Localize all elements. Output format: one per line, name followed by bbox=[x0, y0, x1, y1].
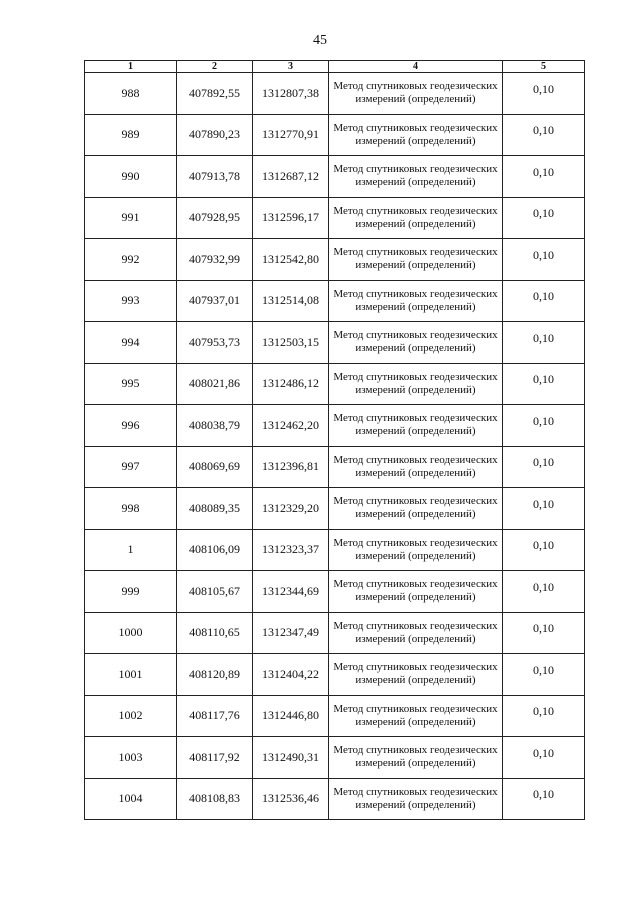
table-row bbox=[85, 280, 585, 322]
accuracy-value: 0,10 bbox=[533, 579, 554, 594]
header-row bbox=[85, 61, 585, 73]
accuracy-value: 0,10 bbox=[533, 621, 554, 636]
point-number-cell: 995 bbox=[85, 363, 177, 405]
table-row bbox=[85, 114, 585, 156]
y-coordinate-cell: 1312687,12 bbox=[253, 156, 329, 198]
x-coordinate-cell: 407953,73 bbox=[177, 322, 253, 364]
table-row bbox=[85, 737, 585, 779]
point-number-cell: 990 bbox=[85, 156, 177, 198]
accuracy-value: 0,10 bbox=[533, 662, 554, 677]
header-col-1: 1 bbox=[85, 61, 177, 73]
page-number: 45 bbox=[313, 33, 327, 48]
x-coordinate-cell: 407928,95 bbox=[177, 197, 253, 239]
x-coordinate-cell: 408106,09 bbox=[177, 529, 253, 571]
point-number-cell: 993 bbox=[85, 280, 177, 322]
x-coordinate-cell: 408069,69 bbox=[177, 446, 253, 488]
y-coordinate-cell: 1312344,69 bbox=[253, 571, 329, 613]
method-cell: Метод спутниковых геодезических измерений (определений) bbox=[329, 114, 503, 156]
accuracy-value: 0,10 bbox=[533, 538, 554, 553]
method-cell: Метод спутниковых геодезических измерений (определений) bbox=[329, 239, 503, 281]
table-row bbox=[85, 529, 585, 571]
point-number-cell: 989 bbox=[85, 114, 177, 156]
y-coordinate-cell: 1312329,20 bbox=[253, 488, 329, 530]
x-coordinate-cell: 408021,86 bbox=[177, 363, 253, 405]
method-cell: Метод спутниковых геодезических измерений (определений) bbox=[329, 778, 503, 820]
method-cell: Метод спутниковых геодезических измерений (определений) bbox=[329, 363, 503, 405]
method-cell: Метод спутниковых геодезических измерений (определений) bbox=[329, 529, 503, 571]
y-coordinate-cell: 1312503,15 bbox=[253, 322, 329, 364]
point-number-cell: 1003 bbox=[85, 737, 177, 779]
point-number-cell: 994 bbox=[85, 322, 177, 364]
table-row bbox=[85, 654, 585, 696]
point-number-cell: 1 bbox=[85, 529, 177, 571]
x-coordinate-cell: 408117,76 bbox=[177, 695, 253, 737]
accuracy-value: 0,10 bbox=[533, 123, 554, 138]
method-cell: Метод спутниковых геодезических измерений (определений) bbox=[329, 612, 503, 654]
accuracy-cell bbox=[503, 239, 585, 281]
method-cell: Метод спутниковых геодезических измерений (определений) bbox=[329, 322, 503, 364]
accuracy-cell bbox=[503, 571, 585, 613]
x-coordinate-cell: 408038,79 bbox=[177, 405, 253, 447]
table-row bbox=[85, 156, 585, 198]
point-number-cell: 997 bbox=[85, 446, 177, 488]
x-coordinate-cell: 407932,99 bbox=[177, 239, 253, 281]
table-row bbox=[85, 612, 585, 654]
table-row bbox=[85, 405, 585, 447]
accuracy-cell bbox=[503, 363, 585, 405]
method-cell: Метод спутниковых геодезических измерений (определений) bbox=[329, 695, 503, 737]
table-row bbox=[85, 571, 585, 613]
method-cell: Метод спутниковых геодезических измерений (определений) bbox=[329, 737, 503, 779]
method-cell: Метод спутниковых геодезических измерений (определений) bbox=[329, 280, 503, 322]
accuracy-value: 0,10 bbox=[533, 372, 554, 387]
accuracy-cell bbox=[503, 322, 585, 364]
y-coordinate-cell: 1312486,12 bbox=[253, 363, 329, 405]
accuracy-value: 0,10 bbox=[533, 787, 554, 802]
point-number-cell: 996 bbox=[85, 405, 177, 447]
accuracy-cell bbox=[503, 114, 585, 156]
x-coordinate-cell: 407892,55 bbox=[177, 73, 253, 115]
method-cell: Метод спутниковых геодезических измерений (определений) bbox=[329, 488, 503, 530]
header-col-5: 5 bbox=[503, 61, 585, 73]
method-cell: Метод спутниковых геодезических измерений (определений) bbox=[329, 654, 503, 696]
point-number-cell: 991 bbox=[85, 197, 177, 239]
accuracy-value: 0,10 bbox=[533, 206, 554, 221]
method-cell: Метод спутниковых геодезических измерений (определений) bbox=[329, 571, 503, 613]
table-row bbox=[85, 197, 585, 239]
y-coordinate-cell: 1312404,22 bbox=[253, 654, 329, 696]
y-coordinate-cell: 1312542,80 bbox=[253, 239, 329, 281]
y-coordinate-cell: 1312514,08 bbox=[253, 280, 329, 322]
accuracy-cell bbox=[503, 405, 585, 447]
accuracy-cell bbox=[503, 446, 585, 488]
point-number-cell: 998 bbox=[85, 488, 177, 530]
y-coordinate-cell: 1312396,81 bbox=[253, 446, 329, 488]
accuracy-value: 0,10 bbox=[533, 745, 554, 760]
header-col-4: 4 bbox=[329, 61, 503, 73]
point-number-cell: 999 bbox=[85, 571, 177, 613]
table-header bbox=[85, 61, 585, 73]
y-coordinate-cell: 1312596,17 bbox=[253, 197, 329, 239]
table-row bbox=[85, 446, 585, 488]
point-number-cell: 988 bbox=[85, 73, 177, 115]
table-row bbox=[85, 239, 585, 281]
accuracy-cell bbox=[503, 156, 585, 198]
accuracy-cell bbox=[503, 778, 585, 820]
header-col-2: 2 bbox=[177, 61, 253, 73]
y-coordinate-cell: 1312347,49 bbox=[253, 612, 329, 654]
accuracy-value: 0,10 bbox=[533, 330, 554, 345]
method-cell: Метод спутниковых геодезических измерений (определений) bbox=[329, 405, 503, 447]
point-number-cell: 1002 bbox=[85, 695, 177, 737]
header-col-3: 3 bbox=[253, 61, 329, 73]
x-coordinate-cell: 408110,65 bbox=[177, 612, 253, 654]
y-coordinate-cell: 1312807,38 bbox=[253, 73, 329, 115]
y-coordinate-cell: 1312446,80 bbox=[253, 695, 329, 737]
point-number-cell: 992 bbox=[85, 239, 177, 281]
x-coordinate-cell: 408105,67 bbox=[177, 571, 253, 613]
point-number-cell: 1001 bbox=[85, 654, 177, 696]
y-coordinate-cell: 1312770,91 bbox=[253, 114, 329, 156]
y-coordinate-cell: 1312536,46 bbox=[253, 778, 329, 820]
accuracy-value: 0,10 bbox=[533, 289, 554, 304]
accuracy-cell bbox=[503, 695, 585, 737]
accuracy-cell bbox=[503, 612, 585, 654]
point-number-cell: 1000 bbox=[85, 612, 177, 654]
accuracy-value: 0,10 bbox=[533, 496, 554, 511]
x-coordinate-cell: 408108,83 bbox=[177, 778, 253, 820]
coordinates-table-container bbox=[84, 60, 584, 820]
x-coordinate-cell: 408089,35 bbox=[177, 488, 253, 530]
accuracy-cell bbox=[503, 488, 585, 530]
accuracy-cell bbox=[503, 73, 585, 115]
accuracy-value: 0,10 bbox=[533, 164, 554, 179]
method-cell: Метод спутниковых геодезических измерений (определений) bbox=[329, 197, 503, 239]
table-row bbox=[85, 488, 585, 530]
table-row bbox=[85, 695, 585, 737]
table-row bbox=[85, 363, 585, 405]
x-coordinate-cell: 407890,23 bbox=[177, 114, 253, 156]
accuracy-cell bbox=[503, 280, 585, 322]
y-coordinate-cell: 1312462,20 bbox=[253, 405, 329, 447]
accuracy-value: 0,10 bbox=[533, 455, 554, 470]
method-cell: Метод спутниковых геодезических измерений (определений) bbox=[329, 446, 503, 488]
accuracy-cell bbox=[503, 654, 585, 696]
x-coordinate-cell: 408120,89 bbox=[177, 654, 253, 696]
method-cell: Метод спутниковых геодезических измерений (определений) bbox=[329, 156, 503, 198]
accuracy-value: 0,10 bbox=[533, 247, 554, 262]
accuracy-value: 0,10 bbox=[533, 704, 554, 719]
accuracy-value: 0,10 bbox=[533, 413, 554, 428]
table-row bbox=[85, 322, 585, 364]
y-coordinate-cell: 1312490,31 bbox=[253, 737, 329, 779]
x-coordinate-cell: 407913,78 bbox=[177, 156, 253, 198]
table-body bbox=[85, 73, 585, 820]
accuracy-cell bbox=[503, 197, 585, 239]
accuracy-cell bbox=[503, 737, 585, 779]
x-coordinate-cell: 407937,01 bbox=[177, 280, 253, 322]
coordinates-table bbox=[84, 60, 585, 820]
y-coordinate-cell: 1312323,37 bbox=[253, 529, 329, 571]
point-number-cell: 1004 bbox=[85, 778, 177, 820]
table-row bbox=[85, 778, 585, 820]
x-coordinate-cell: 408117,92 bbox=[177, 737, 253, 779]
table-row bbox=[85, 73, 585, 115]
method-cell: Метод спутниковых геодезических измерений (определений) bbox=[329, 73, 503, 115]
accuracy-value: 0,10 bbox=[533, 81, 554, 96]
accuracy-cell bbox=[503, 529, 585, 571]
